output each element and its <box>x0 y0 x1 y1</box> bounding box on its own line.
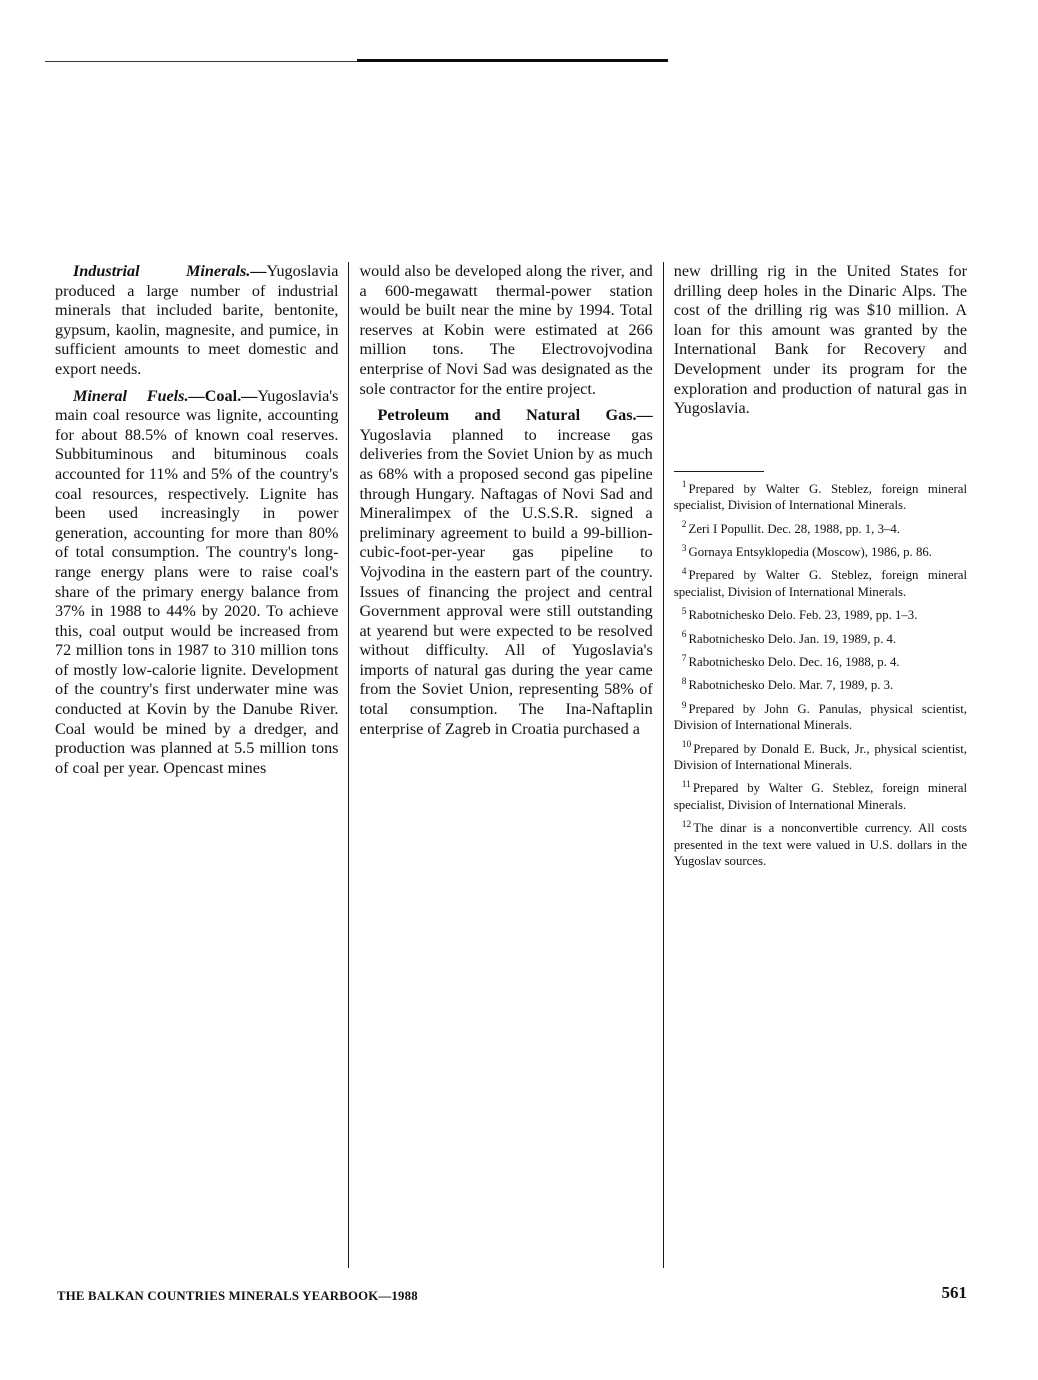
footnote <box>674 607 967 623</box>
footnotes <box>674 481 967 870</box>
footnote-text: The dinar is a nonconvertible currency. All costs presented in the text were valued in U.S. dollars in the Yugoslav sources. <box>673 821 968 869</box>
column-2 <box>348 262 652 1268</box>
paragraph-gas-continued <box>674 262 967 419</box>
footnote-text: Prepared by John G. Panulas, physical scientist, Division of International Minerals. <box>673 701 968 733</box>
footnote-number: 6 <box>681 630 687 641</box>
footnote-number: 9 <box>681 700 687 711</box>
footnote-number: 10 <box>681 740 692 751</box>
footnote <box>674 780 967 813</box>
footer-running-title: THE BALKAN COUNTRIES MINERALS YEARBOOK—1988 <box>57 1289 418 1303</box>
paragraph-text: new drilling rig in the United States for drilling deep holes in the Dinaric Alps. The cost of the drilling rig was $10 million. A loan for this amount was granted by the International Bank for Recovery and Development under its program for the exploration and production of natural gas in Yugoslavia. <box>673 262 968 418</box>
footnote-text: Rabotnichesko Delo. Mar. 7, 1989, p. 3. <box>688 678 894 693</box>
footnote-text: Prepared by Walter G. Steblez, foreign mineral specialist, Division of International Minerals. <box>673 568 968 599</box>
footnote-number: 1 <box>681 480 687 491</box>
footnote <box>674 701 967 734</box>
footnote-text: Rabotnichesko Delo. Dec. 16, 1988, p. 4. <box>688 655 900 669</box>
paragraph-coal-continued <box>359 262 652 399</box>
footnote <box>674 654 967 670</box>
footnote-text: Rabotnichesko Delo. Feb. 23, 1989, pp. 1–3. <box>688 608 918 623</box>
footnote <box>674 820 967 869</box>
footnote <box>674 481 967 514</box>
footnote-text: Zeri I Popullit. Dec. 28, 1988, pp. 1, 3–4. <box>688 521 900 536</box>
footnote-text: Rabotnichesko Delo. Jan. 19, 1989, p. 4. <box>688 631 897 646</box>
footnote-number: 2 <box>681 520 687 531</box>
footnote <box>674 631 967 647</box>
footnote-text: Prepared by Walter G. Steblez, foreign mineral specialist, Division of International Minerals. <box>673 481 968 513</box>
section-lead-petroleum-gas: Petroleum and Natural Gas.— <box>377 406 653 425</box>
footnote-text: Prepared by Walter G. Steblez, foreign mineral specialist, Division of International Minerals. <box>673 781 968 812</box>
paragraph-text: Yugoslavia planned to increase gas deliveries from the Soviet Union by as much as 68% with a proposed second gas pipeline through Hungary. Naftagas of Novi Sad and Mineralimpex of the U.S.S.R. signed a preliminary agreement to build a 99-billion-cubic-foot-per-year gas pipeline to Vojvodina in the eastern part of the country. Issues of financing the project and central Government approval were still outstanding at yearend but were expected to be resolved without difficulty. All of Yugoslavia's imports of natural gas during the year came from the Soviet Union, representing 58% of total consumption. The Ina-Naftaplin enterprise of Zagreb in Croatia purchased a <box>359 425 653 738</box>
page-number: 561 <box>941 1283 967 1302</box>
footnote <box>674 544 967 560</box>
footnote-number: 4 <box>681 567 687 578</box>
section-lead-mineral-fuels: Mineral Fuels.— <box>73 386 205 405</box>
footnote <box>674 677 967 693</box>
footnote <box>674 567 967 600</box>
paragraph-petroleum-natural-gas <box>359 406 652 739</box>
column-3 <box>663 262 967 1268</box>
paragraph-text: Yugoslavia produced a large number of industrial minerals that included barite, bentonite, gypsum, kaolin, magnesite, and pumice, in sufficient amounts to meet domestic and export needs. <box>55 262 339 378</box>
section-lead-industrial-minerals: Industrial Minerals.— <box>73 262 267 280</box>
paragraph-text: Yugoslavia's main coal resource was lignite, accounting for about 88.5% of known coal reserves. Subbituminous and bituminous coals accounted for 11% and 5% of the country's coal resources, respectively. Lignite has been used increasingly in power generation, accounting for more than 80% of total consumption. The country's long-range energy plans were to raise coal's share of the primary energy balance from 37% in 1988 to 44% by 2020. To achieve this, coal output would be increased from 72 million tons in 1987 to 310 million tons of mostly low-calorie lignite. Development of the country's first underwater mine was conducted at Kovin by the Danube River. Coal would be mined by a dredger, and production was planned at 5.5 million tons of coal per year. Opencast mines <box>55 386 339 777</box>
footnote-number: 12 <box>681 819 692 830</box>
section-lead-coal: Coal.— <box>204 386 258 405</box>
paragraph-text: would also be developed along the river, and a 600-megawatt thermal-power station would be built near the mine by 1994. Total reserves at Kobin were estimated at 266 million tons. The Electrovojvodina enterprise of Novi Sad was designated as the sole contractor for the entire project. <box>359 262 653 398</box>
paragraph-industrial-minerals <box>55 262 338 380</box>
footnote <box>674 521 967 537</box>
footnote-text: Gornaya Entsyklopedia (Moscow), 1986, p. 86. <box>688 544 932 559</box>
footnote-number: 11 <box>681 780 691 791</box>
footnote-number: 5 <box>681 606 687 617</box>
footnote-number: 8 <box>681 677 687 688</box>
footnote-number: 3 <box>681 543 687 554</box>
footnote-number: 7 <box>681 653 687 664</box>
footnote <box>674 741 967 774</box>
column-1 <box>55 262 338 1268</box>
footnote-text: Prepared by Donald E. Buck, Jr., physical scientist, Division of International Minerals. <box>673 741 968 773</box>
footnote-separator <box>674 471 764 472</box>
text-columns <box>55 262 967 1268</box>
paragraph-mineral-fuels-coal <box>55 387 338 779</box>
top-rule-thick <box>357 59 668 62</box>
